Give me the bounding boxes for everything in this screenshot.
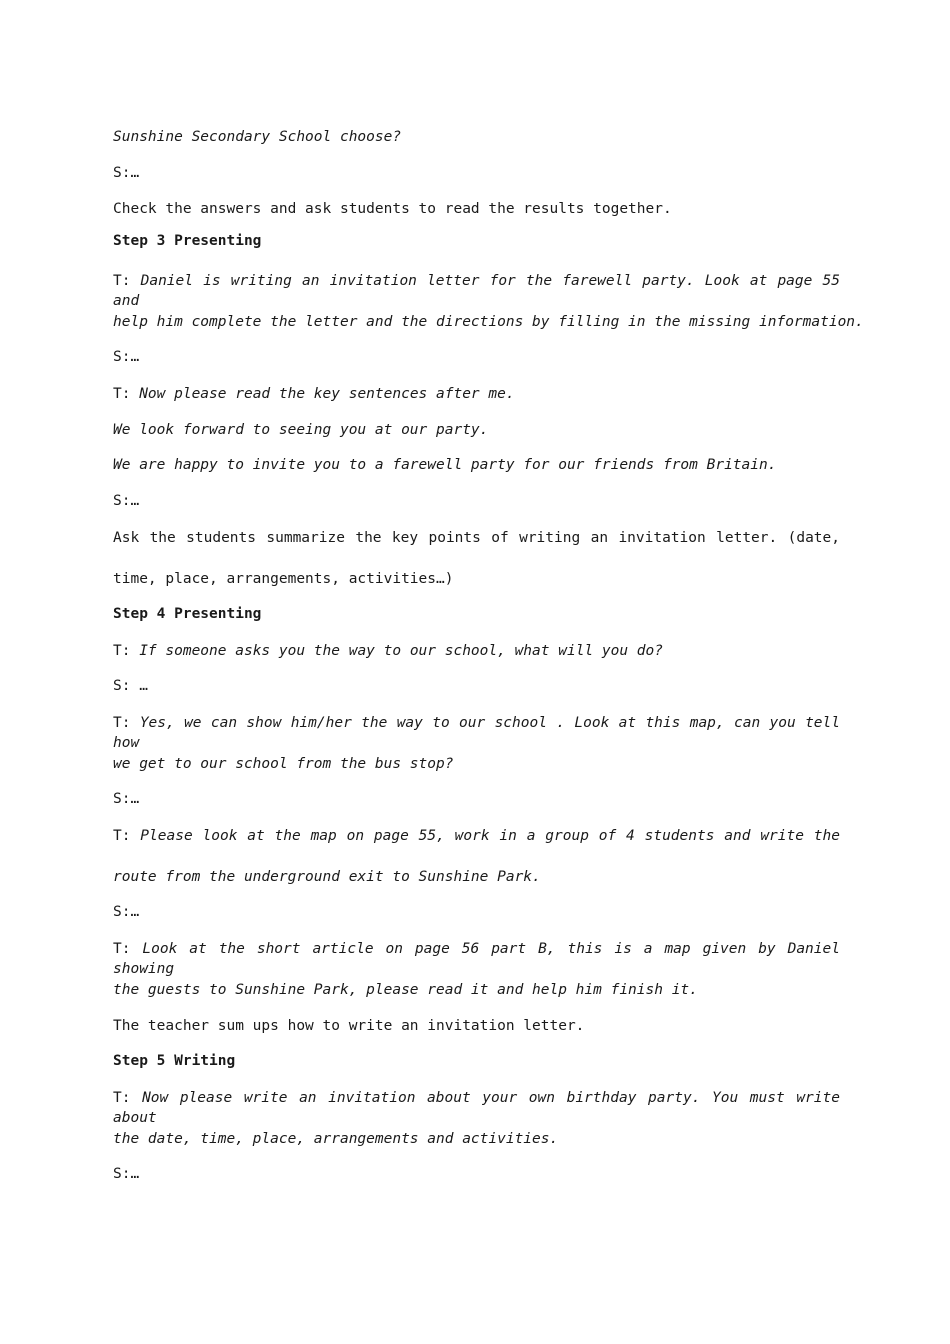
student-response: S:… bbox=[113, 1166, 140, 1182]
text-line: Sunshine Secondary School choose? bbox=[113, 129, 402, 145]
speaker-prefix: T: bbox=[113, 273, 141, 289]
text-line: the guests to Sunshine Park, please read it and help him finish it. bbox=[113, 982, 698, 998]
teacher-line bbox=[113, 1088, 840, 1128]
student-response: S: … bbox=[113, 678, 148, 694]
instruction-line: Check the answers and ask students to read the results together. bbox=[113, 201, 672, 217]
text-line: route from the underground exit to Sunshine Park. bbox=[113, 869, 541, 885]
teacher-text: Please look at the map on page 55, work in a group of 4 students and write the bbox=[140, 828, 840, 844]
teacher-line bbox=[113, 641, 840, 661]
speaker-prefix: T: bbox=[113, 941, 143, 957]
teacher-line bbox=[113, 939, 840, 979]
teacher-text: Look at the short article on page 56 part B, this is a map given by Daniel showing bbox=[113, 941, 840, 977]
teacher-line bbox=[113, 713, 840, 753]
teacher-text: If someone asks you the way to our school, what will you do? bbox=[139, 643, 663, 659]
student-response: S:… bbox=[113, 165, 140, 181]
instruction-line: The teacher sum ups how to write an invitation letter. bbox=[113, 1018, 585, 1034]
teacher-line bbox=[113, 384, 840, 404]
speaker-prefix: T: bbox=[113, 828, 141, 844]
teacher-line bbox=[113, 826, 840, 846]
text-line: we get to our school from the bus stop? bbox=[113, 756, 454, 772]
teacher-text: Now please write an invitation about your own birthday party. You must write about bbox=[113, 1090, 840, 1126]
student-response: S:… bbox=[113, 904, 140, 920]
key-sentence: We are happy to invite you to a farewell party for our friends from Britain. bbox=[113, 457, 777, 473]
key-sentence: We look forward to seeing you at our party. bbox=[113, 422, 489, 438]
step-heading: Step 3 Presenting bbox=[113, 233, 262, 249]
student-response: S:… bbox=[113, 493, 140, 509]
step-heading: Step 4 Presenting bbox=[113, 606, 262, 622]
teacher-line bbox=[113, 271, 840, 311]
student-response: S:… bbox=[113, 791, 140, 807]
student-response: S:… bbox=[113, 349, 140, 365]
text-line: help him complete the letter and the directions by filling in the missing information. bbox=[113, 314, 864, 330]
text-line: the date, time, place, arrangements and activities. bbox=[113, 1131, 559, 1147]
speaker-prefix: T: bbox=[113, 386, 140, 402]
speaker-prefix: T: bbox=[113, 1090, 143, 1106]
teacher-text: Yes, we can show him/her the way to our school . Look at this map, can you tell how bbox=[113, 715, 840, 751]
teacher-text: Daniel is writing an invitation letter for the farewell party. Look at page 55 and bbox=[113, 273, 840, 309]
instruction-line: Ask the students summarize the key points of writing an invitation letter. (date, bbox=[113, 530, 840, 546]
speaker-prefix: T: bbox=[113, 715, 140, 731]
step-heading: Step 5 Writing bbox=[113, 1053, 236, 1069]
instruction-line: time, place, arrangements, activities…) bbox=[113, 571, 454, 587]
teacher-text: Now please read the key sentences after me. bbox=[139, 386, 515, 402]
speaker-prefix: T: bbox=[113, 643, 140, 659]
